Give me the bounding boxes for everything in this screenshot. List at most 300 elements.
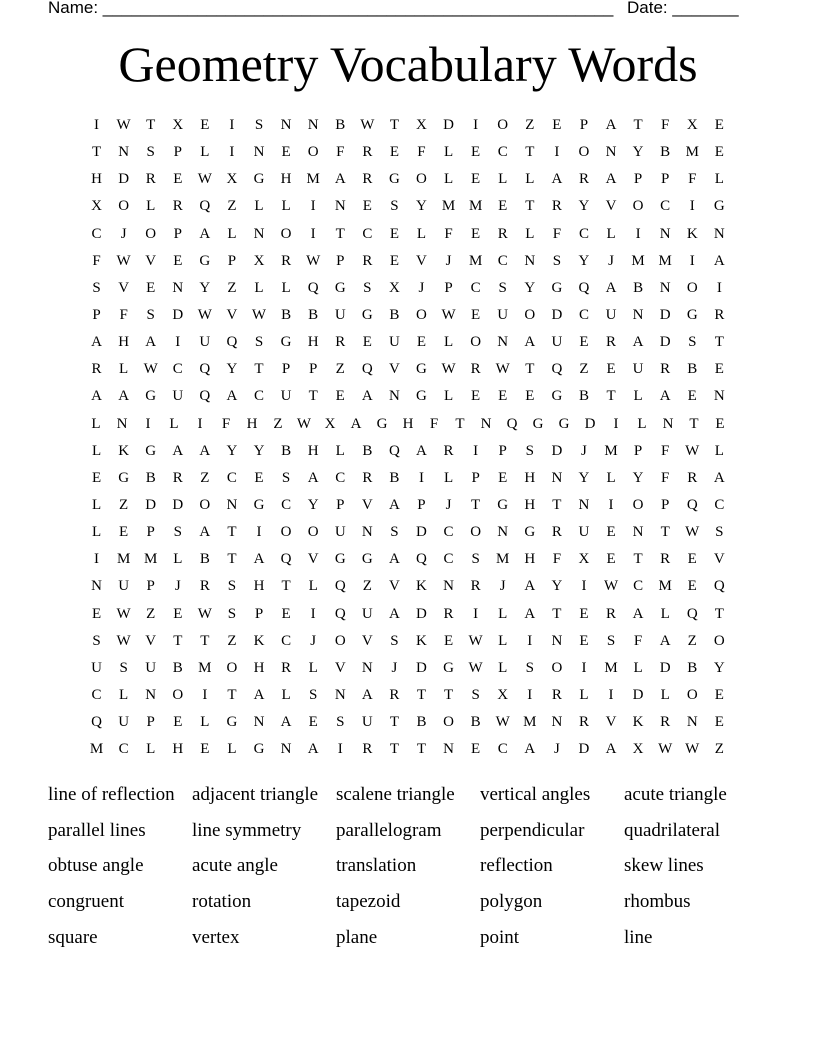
grid-letter: P xyxy=(336,497,345,514)
grid-letter: B xyxy=(172,659,183,676)
grid-letter: O xyxy=(470,524,482,541)
grid-letter: S xyxy=(308,687,318,704)
grid-letter: E xyxy=(254,469,264,486)
grid-letter: S xyxy=(688,334,697,351)
grid-letter: B xyxy=(687,659,698,676)
grid-letter: C xyxy=(443,524,454,541)
grid-letter: L xyxy=(254,279,264,296)
grid-letter: U xyxy=(388,334,400,351)
grid-letter: C xyxy=(497,741,508,758)
grid-letter: C xyxy=(362,225,373,242)
grid-letter: M xyxy=(604,659,618,676)
grid-letter: G xyxy=(253,741,265,758)
grid-letter: N xyxy=(578,497,590,514)
grid-letter: A xyxy=(551,171,563,188)
grid-letter: T xyxy=(416,741,427,758)
grid-letter: O xyxy=(443,714,454,731)
grid-letter: W xyxy=(143,361,158,378)
grid-letter: T xyxy=(227,551,237,568)
grid-letter: G xyxy=(280,334,292,351)
grid-letter: R xyxy=(551,198,562,215)
grid-letter: R xyxy=(145,171,156,188)
grid-letter: R xyxy=(362,469,373,486)
grid-letter: Q xyxy=(416,551,427,568)
grid-letter: E xyxy=(525,388,535,405)
grid-letter: T xyxy=(552,497,562,514)
grid-letter: Z xyxy=(525,117,535,134)
grid-letter: G xyxy=(497,497,509,514)
grid-letter: U xyxy=(145,659,157,676)
grid-letter: A xyxy=(334,171,346,188)
grid-letter: A xyxy=(350,415,362,432)
grid-letter: N xyxy=(91,578,102,595)
grid-letter: N xyxy=(253,225,265,242)
grid-letter: Z xyxy=(687,632,697,649)
grid-row xyxy=(83,411,733,438)
grid-letter: D xyxy=(551,307,563,324)
grid-letter: T xyxy=(714,334,724,351)
grid-letter: P xyxy=(173,144,182,161)
word-bank-item: perpendicular xyxy=(480,819,585,841)
grid-letter: L xyxy=(443,144,454,161)
grid-letter: J xyxy=(581,442,587,459)
word-bank-item: vertical angles xyxy=(480,783,591,805)
grid-letter: E xyxy=(606,361,616,378)
grid-letter: W xyxy=(468,632,483,649)
word-bank-row xyxy=(48,777,768,813)
grid-letter: L xyxy=(633,659,643,676)
grid-letter: T xyxy=(525,144,535,161)
grid-letter: M xyxy=(685,144,699,161)
grid-letter: N xyxy=(480,415,492,432)
grid-letter: J xyxy=(608,252,614,269)
grid-letter: I xyxy=(581,578,587,595)
grid-letter: J xyxy=(174,578,181,595)
grid-letter: E xyxy=(281,605,291,622)
grid-letter: Q xyxy=(199,198,211,215)
grid-letter: Q xyxy=(578,279,590,296)
grid-letter: E xyxy=(714,714,724,731)
grid-letter: X xyxy=(253,252,265,269)
grid-letter: P xyxy=(92,307,101,324)
grid-letter: D xyxy=(632,687,644,704)
grid-letter: O xyxy=(307,144,319,161)
grid-letter: O xyxy=(226,659,238,676)
grid-letter: M xyxy=(658,252,672,269)
word-bank-item: vertex xyxy=(192,927,240,949)
grid-letter: V xyxy=(388,578,400,595)
grid-letter: N xyxy=(253,714,265,731)
grid-letter: R xyxy=(172,198,183,215)
grid-letter: Q xyxy=(686,497,698,514)
grid-letter: G xyxy=(334,551,346,568)
grid-letter: R xyxy=(362,171,373,188)
grid-letter: I xyxy=(145,415,151,432)
grid-letter: E xyxy=(471,388,481,405)
grid-letter: F xyxy=(552,551,562,568)
grid-letter: T xyxy=(91,144,102,161)
grid-letter: E xyxy=(91,605,102,622)
grid-letter: L xyxy=(714,171,724,188)
grid-letter: U xyxy=(334,524,346,541)
grid-letter: G xyxy=(558,415,570,432)
grid-letter: A xyxy=(307,741,319,758)
grid-letter: D xyxy=(416,605,427,622)
grid-letter: H xyxy=(280,171,292,188)
grid-letter: D xyxy=(416,524,427,541)
grid-letter: L xyxy=(254,198,264,215)
grid-letter: F xyxy=(552,225,562,242)
grid-letter: P xyxy=(661,171,670,188)
grid-letter: N xyxy=(632,524,644,541)
grid-letter: T xyxy=(416,687,427,704)
grid-letter: X xyxy=(632,741,644,758)
grid-letter: L xyxy=(660,605,670,622)
grid-letter: G xyxy=(713,198,725,215)
grid-letter: T xyxy=(443,687,454,704)
grid-letter: T xyxy=(689,415,699,432)
grid-letter: F xyxy=(221,415,231,432)
grid-letter: E xyxy=(471,741,481,758)
grid-letter: I xyxy=(337,741,343,758)
grid-letter: E xyxy=(687,388,697,405)
grid-letter: W xyxy=(296,415,312,432)
grid-letter: W xyxy=(658,741,673,758)
grid-letter: N xyxy=(280,117,292,134)
grid-letter: Q xyxy=(361,361,373,378)
grid-letter: S xyxy=(92,279,101,296)
grid-letter: L xyxy=(146,198,156,215)
grid-letter: L xyxy=(606,469,616,486)
grid-letter: E xyxy=(579,632,589,649)
grid-letter: L xyxy=(200,144,210,161)
grid-letter: T xyxy=(606,388,616,405)
grid-letter: S xyxy=(227,578,237,595)
grid-letter: E xyxy=(173,171,183,188)
grid-letter: O xyxy=(280,225,292,242)
grid-letter: A xyxy=(659,388,671,405)
grid-letter: C xyxy=(91,225,102,242)
grid-letter: N xyxy=(116,415,128,432)
grid-letter: A xyxy=(253,551,265,568)
grid-letter: U xyxy=(199,334,211,351)
grid-letter: B xyxy=(578,388,589,405)
grid-letter: K xyxy=(416,632,427,649)
grid-letter: T xyxy=(660,524,670,541)
grid-letter: A xyxy=(307,469,319,486)
grid-letter: J xyxy=(499,578,506,595)
word-bank-row xyxy=(48,813,768,849)
grid-letter: G xyxy=(686,307,698,324)
grid-letter: F xyxy=(661,442,670,459)
grid-letter: Q xyxy=(199,388,211,405)
grid-letter: R xyxy=(172,469,183,486)
grid-letter: G xyxy=(145,388,157,405)
grid-row xyxy=(83,139,733,166)
grid-letter: N xyxy=(662,415,674,432)
grid-row xyxy=(83,519,733,546)
grid-letter: O xyxy=(416,171,427,188)
grid-letter: A xyxy=(605,279,617,296)
grid-letter: D xyxy=(443,117,454,134)
grid-letter: H xyxy=(307,442,319,459)
grid-letter: Q xyxy=(713,578,725,595)
grid-letter: W xyxy=(685,442,700,459)
grid-row xyxy=(83,221,733,248)
grid-letter: E xyxy=(200,117,210,134)
grid-letter: R xyxy=(362,144,373,161)
grid-letter: R xyxy=(281,252,292,269)
grid-letter: P xyxy=(661,497,670,514)
grid-letter: L xyxy=(281,198,291,215)
grid-letter: T xyxy=(227,687,237,704)
grid-letter: B xyxy=(389,469,400,486)
grid-letter: J xyxy=(391,659,398,676)
grid-letter: Z xyxy=(579,361,589,378)
grid-letter: R xyxy=(578,171,589,188)
grid-letter: Z xyxy=(273,415,283,432)
grid-letter: Z xyxy=(227,632,237,649)
grid-letter: G xyxy=(532,415,544,432)
grid-letter: W xyxy=(116,117,131,134)
grid-letter: T xyxy=(633,117,643,134)
word-bank-item: polygon xyxy=(480,891,543,913)
grid-letter: R xyxy=(389,687,400,704)
grid-letter: E xyxy=(362,198,372,215)
grid-letter: L xyxy=(169,415,179,432)
grid-row xyxy=(83,628,733,655)
grid-letter: E xyxy=(471,171,481,188)
grid-letter: M xyxy=(631,252,645,269)
grid-letter: A xyxy=(199,442,211,459)
grid-letter: Z xyxy=(227,198,237,215)
grid-letter: K xyxy=(632,714,644,731)
grid-letter: I xyxy=(94,117,100,134)
grid-letter: G xyxy=(226,714,238,731)
grid-letter: A xyxy=(659,632,671,649)
grid-letter: I xyxy=(310,605,316,622)
grid-letter: T xyxy=(633,551,643,568)
grid-letter: E xyxy=(579,605,589,622)
grid-letter: N xyxy=(172,279,184,296)
grid-letter: Q xyxy=(686,605,698,622)
grid-letter: U xyxy=(632,361,644,378)
grid-letter: L xyxy=(119,687,129,704)
grid-letter: E xyxy=(443,632,454,649)
date-field-label: Date: _______ xyxy=(627,0,739,17)
grid-letter: E xyxy=(714,687,724,704)
grid-letter: K xyxy=(118,442,130,459)
grid-letter: T xyxy=(308,388,318,405)
grid-letter: L xyxy=(498,632,508,649)
grid-letter: K xyxy=(253,632,265,649)
grid-letter: U xyxy=(605,307,617,324)
grid-letter: L xyxy=(660,687,670,704)
grid-letter: E xyxy=(471,225,481,242)
word-bank xyxy=(48,777,768,956)
grid-letter: F xyxy=(336,144,345,161)
grid-row xyxy=(83,383,733,410)
grid-letter: R xyxy=(443,605,454,622)
word-bank-row xyxy=(48,920,768,956)
grid-letter: N xyxy=(713,388,725,405)
grid-letter: D xyxy=(145,497,157,514)
grid-letter: A xyxy=(91,388,102,405)
grid-letter: B xyxy=(687,361,698,378)
grid-letter: L xyxy=(281,279,291,296)
grid-letter: T xyxy=(455,415,465,432)
grid-letter: H xyxy=(246,415,258,432)
grid-letter: Q xyxy=(226,334,238,351)
grid-row xyxy=(83,193,733,220)
grid-letter: X xyxy=(226,171,238,188)
grid-letter: C xyxy=(660,198,671,215)
grid-letter: H xyxy=(253,659,265,676)
grid-letter: T xyxy=(552,605,562,622)
grid-letter: T xyxy=(714,605,724,622)
grid-letter: E xyxy=(687,578,697,595)
word-bank-item: point xyxy=(480,927,520,949)
grid-letter: Q xyxy=(280,551,292,568)
grid-letter: S xyxy=(227,605,237,622)
grid-letter: W xyxy=(116,605,131,622)
grid-letter: R xyxy=(660,361,671,378)
grid-letter: E xyxy=(200,741,210,758)
grid-letter: J xyxy=(120,225,127,242)
grid-letter: S xyxy=(363,279,372,296)
grid-letter: J xyxy=(553,741,560,758)
grid-letter: T xyxy=(389,714,399,731)
grid-letter: E xyxy=(389,225,399,242)
grid-letter: L xyxy=(227,741,237,758)
grid-letter: W xyxy=(116,252,131,269)
grid-letter: J xyxy=(445,252,452,269)
grid-letter: J xyxy=(418,279,425,296)
grid-letter: M xyxy=(658,578,672,595)
grid-letter: Y xyxy=(713,659,725,676)
grid-letter: F xyxy=(417,144,426,161)
grid-letter: N xyxy=(659,279,671,296)
grid-letter: N xyxy=(280,741,292,758)
grid-letter: R xyxy=(551,524,562,541)
grid-letter: L xyxy=(443,334,454,351)
grid-letter: I xyxy=(608,497,614,514)
grid-letter: M xyxy=(604,442,618,459)
grid-letter: N xyxy=(361,659,373,676)
grid-letter: N xyxy=(145,687,157,704)
grid-letter: W xyxy=(360,117,375,134)
grid-row xyxy=(83,248,733,275)
grid-letter: B xyxy=(308,307,319,324)
grid-letter: N xyxy=(497,524,509,541)
grid-letter: H xyxy=(524,497,536,514)
grid-letter: G xyxy=(551,279,563,296)
word-bank-item: scalene triangle xyxy=(336,783,455,805)
grid-letter: E xyxy=(687,551,697,568)
grid-letter: E xyxy=(579,334,589,351)
grid-letter: L xyxy=(119,361,129,378)
grid-letter: I xyxy=(229,144,235,161)
grid-letter: A xyxy=(172,442,184,459)
grid-letter: I xyxy=(635,225,641,242)
grid-letter: V xyxy=(605,714,617,731)
grid-letter: F xyxy=(92,252,101,269)
word-bank-row xyxy=(48,849,768,885)
grid-letter: W xyxy=(441,307,456,324)
grid-row xyxy=(83,682,733,709)
grid-letter: O xyxy=(632,497,644,514)
grid-letter: I xyxy=(608,687,614,704)
grid-letter: V xyxy=(145,632,157,649)
grid-letter: Y xyxy=(551,578,563,595)
grid-letter: H xyxy=(172,741,184,758)
grid-letter: B xyxy=(199,551,210,568)
grid-letter: O xyxy=(497,117,509,134)
grid-letter: O xyxy=(145,225,157,242)
grid-letter: N xyxy=(551,469,563,486)
grid-letter: B xyxy=(362,442,373,459)
grid-letter: S xyxy=(92,632,101,649)
grid-letter: T xyxy=(389,117,399,134)
grid-letter: M xyxy=(468,198,483,215)
grid-letter: C xyxy=(714,497,725,514)
grid-letter: X xyxy=(578,551,590,568)
grid-letter: A xyxy=(632,334,644,351)
grid-letter: N xyxy=(388,388,400,405)
word-bank-item: skew lines xyxy=(624,855,704,877)
grid-letter: G xyxy=(524,524,536,541)
grid-letter: L xyxy=(91,415,101,432)
word-bank-item: square xyxy=(48,927,98,949)
grid-letter: E xyxy=(335,388,345,405)
grid-letter: F xyxy=(119,307,128,324)
grid-letter: R xyxy=(606,605,617,622)
grid-letter: A xyxy=(605,117,617,134)
grid-letter: L xyxy=(146,741,156,758)
grid-letter: E xyxy=(498,388,508,405)
grid-letter: I xyxy=(689,198,695,215)
grid-letter: R xyxy=(687,469,698,486)
letter-grid xyxy=(83,112,733,763)
grid-letter: R xyxy=(91,361,102,378)
grid-letter: N xyxy=(497,334,509,351)
grid-letter: C xyxy=(497,144,508,161)
grid-letter: I xyxy=(310,225,316,242)
grid-letter: R xyxy=(281,659,292,676)
grid-letter: C xyxy=(281,632,292,649)
grid-letter: R xyxy=(470,578,481,595)
grid-letter: A xyxy=(145,334,157,351)
grid-letter: W xyxy=(468,659,483,676)
grid-row xyxy=(83,465,733,492)
grid-letter: B xyxy=(416,714,427,731)
grid-letter: G xyxy=(253,171,265,188)
grid-letter: P xyxy=(146,578,155,595)
grid-letter: D xyxy=(172,307,184,324)
grid-letter: Q xyxy=(334,605,346,622)
grid-letter: Y xyxy=(253,442,265,459)
grid-letter: O xyxy=(713,632,725,649)
grid-letter: F xyxy=(688,171,697,188)
grid-letter: P xyxy=(417,497,426,514)
grid-letter: E xyxy=(281,144,291,161)
grid-letter: I xyxy=(716,279,722,296)
grid-letter: T xyxy=(254,361,264,378)
grid-letter: G xyxy=(199,252,211,269)
grid-letter: N xyxy=(361,524,373,541)
grid-letter: N xyxy=(334,198,346,215)
grid-letter: T xyxy=(227,524,237,541)
